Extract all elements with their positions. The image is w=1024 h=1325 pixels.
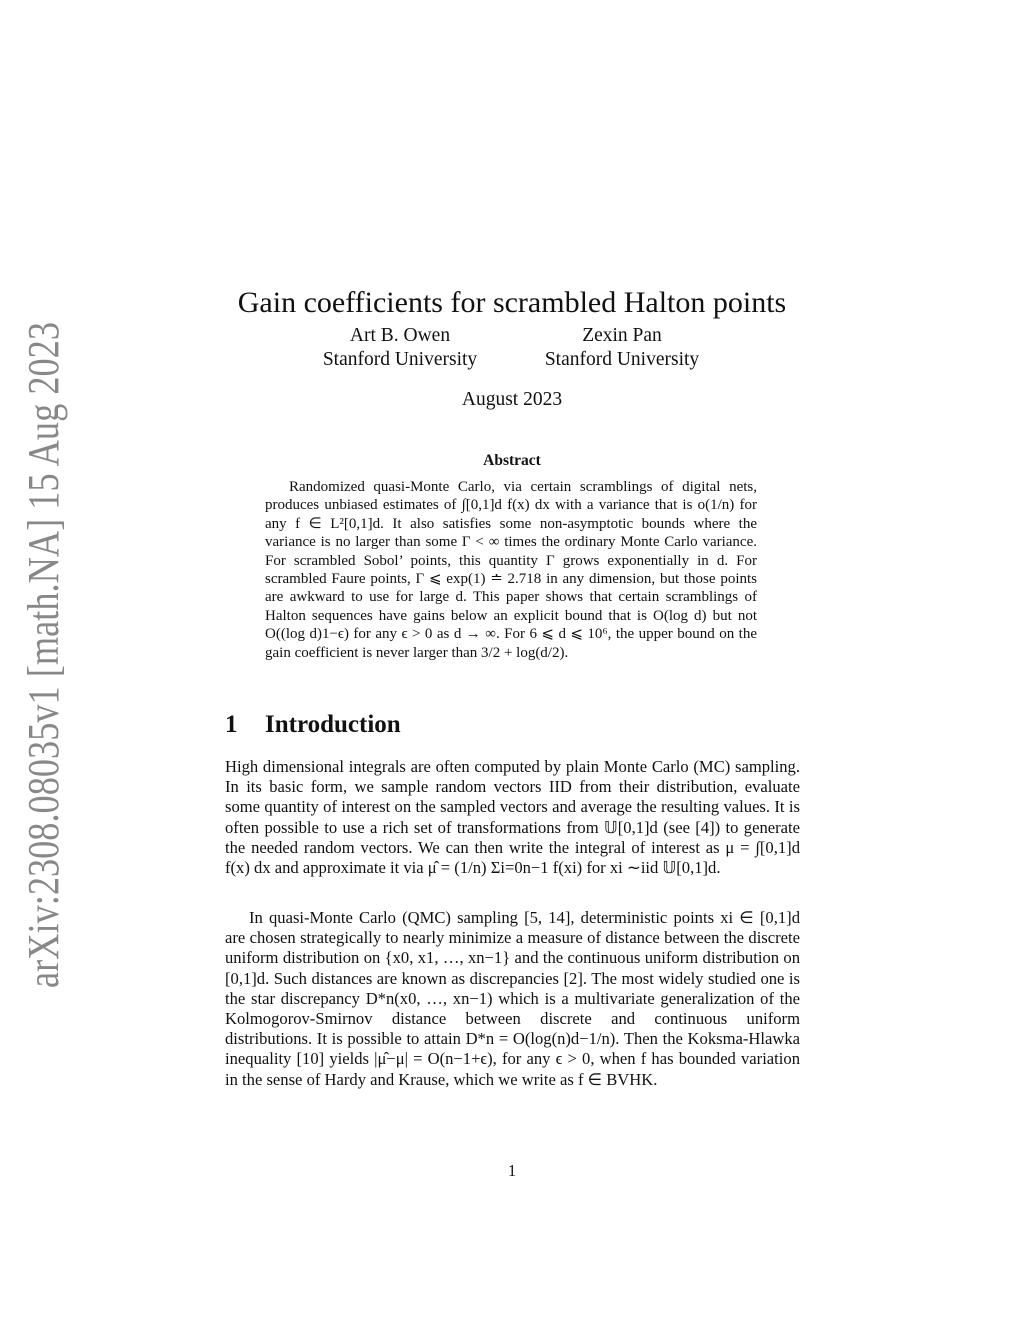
abstract-heading: Abstract bbox=[483, 452, 541, 469]
arxiv-id-text: arXiv:2308.08035v1 [math.NA] 15 Aug 2023 bbox=[19, 320, 68, 988]
author-name: Zexin Pan bbox=[582, 325, 662, 346]
page-number: 1 bbox=[507, 1161, 517, 1180]
author-affiliation: Stanford University bbox=[322, 349, 478, 370]
intro-paragraph-1: High dimensional integrals are often computed by plain Monte Carlo (MC) sampling. In its basic form, we sample random vectors IID from their distribution, evaluate some quantity of interest on the sampled vectors and average the resulting values. It is often possible to use a rich set of transformations from 𝕌[0,1]d (see [4]) to generate the needed random vectors. We can then write the integral of interest as μ = ∫[0,1]d f(x) dx and approximate it via μ̂ = (1/n) Σi=0n−1 f(xi) for xi ∼iid 𝕌[0,1]d. bbox=[225, 757, 800, 878]
author-affiliation: Stanford University bbox=[544, 349, 700, 370]
section-heading-introduction bbox=[225, 711, 401, 739]
author-block-owen bbox=[270, 324, 530, 372]
section-number: 1 bbox=[225, 711, 238, 738]
author-block-pan bbox=[492, 324, 752, 372]
abstract-text: Randomized quasi-Monte Carlo, via certain scramblings of digital nets, produces unbiased estimates of ∫[0,1]d f(x) dx with a variance that is o(1/n) for any f ∈ L²[0,1]d. It also satisfies some non-asymptotic bounds where the variance is no larger than some Γ < ∞ times the ordinary Monte Carlo variance. For scrambled Sobol’ points, this quantity Γ grows exponentially in d. For scrambled Faure points, Γ ⩽ exp(1) ≐ 2.718 in any dimension, but those points are awkward to use for large d. This paper shows that certain scramblings of Halton sequences have gains below an explicit bound that is O(log d) but not O((log d)1−ϵ) for any ϵ > 0 as d → ∞. For 6 ⩽ d ⩽ 10⁶, the upper bound on the gain coefficient is never larger than 3/2 + log(d/2). bbox=[265, 479, 757, 661]
arxiv-identifier-stamp bbox=[14, 320, 70, 990]
section-title: Introduction bbox=[265, 711, 401, 738]
paper-title: Gain coefficients for scrambled Halton points bbox=[237, 286, 787, 320]
author-name: Art B. Owen bbox=[349, 325, 451, 346]
intro-paragraph-2: In quasi-Monte Carlo (QMC) sampling [5, 14], deterministic points xi ∈ [0,1]d are chosen strategically to nearly minimize a measure of distance between the discrete uniform distribution on {x0, x1, …, xn−1} and the continuous uniform distribution on [0,1]d. Such distances are known as discrepancies [2]. The most widely studied one is the star discrepancy D*n(x0, …, xn−1) which is a multivariate generalization of the Kolmogorov-Smirnov distance between discrete and continuous uniform distributions. It is possible to attain D*n = O(log(n)d−1/n). Then the Koksma-Hlawka inequality [10] yields |μ̂−μ| = O(n−1+ϵ), for any ϵ > 0, when f has bounded variation in the sense of Hardy and Krause, which we write as f ∈ BVHK. bbox=[225, 908, 800, 1089]
publication-date: August 2023 bbox=[461, 389, 563, 410]
